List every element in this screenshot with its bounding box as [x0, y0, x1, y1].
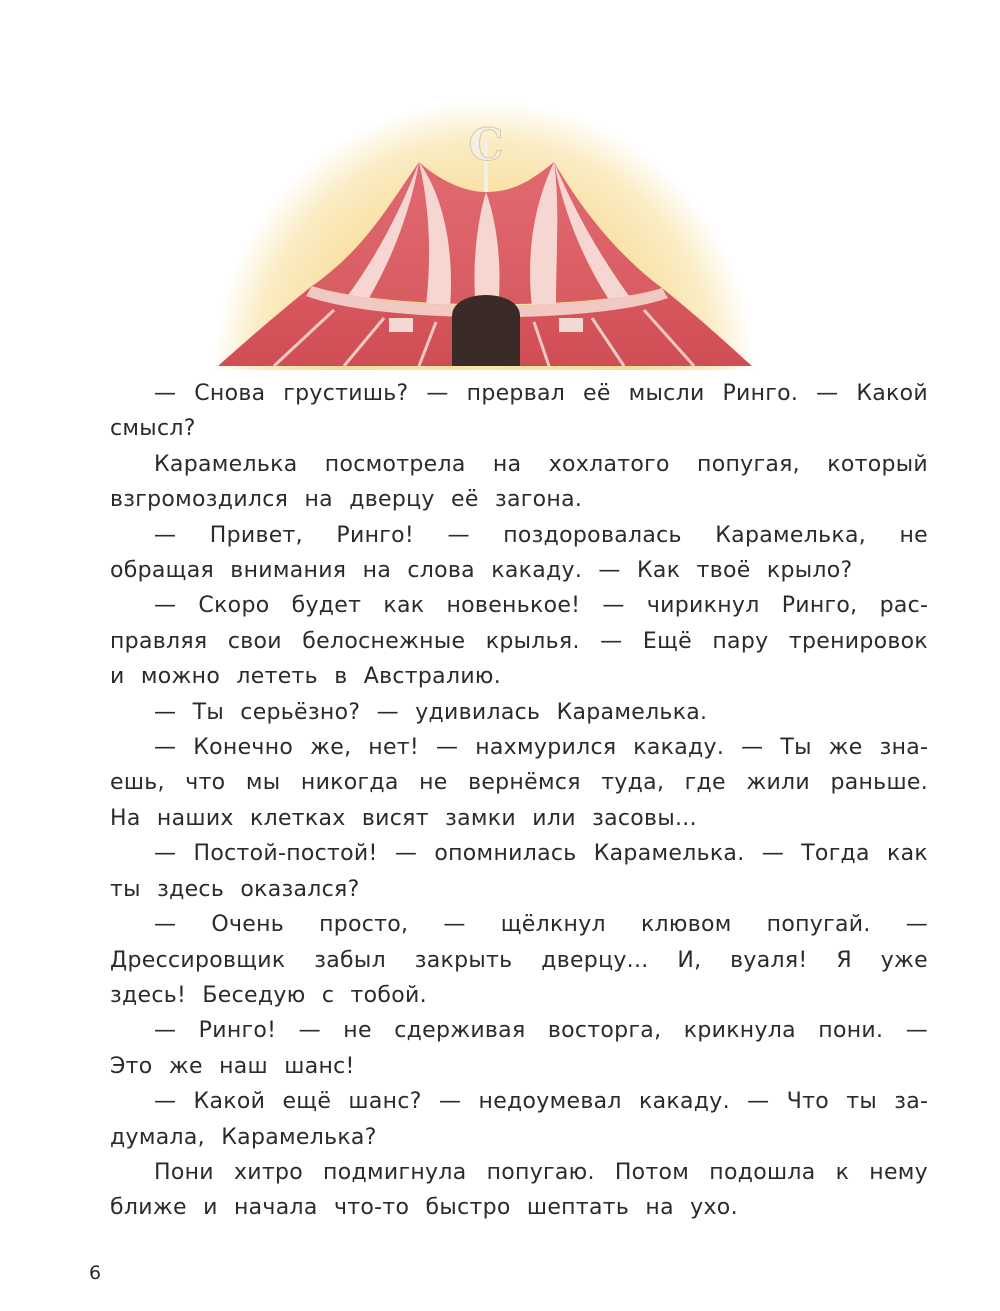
tent-entrance	[452, 295, 520, 366]
paragraph: — Привет, Ринго! — поздоровалась Карамелька, не обращая внимания на слова какаду. — Как твоё крыло?	[110, 522, 928, 584]
tent-window	[389, 318, 413, 332]
circus-tent-icon	[214, 20, 754, 370]
story-text	[110, 376, 928, 1226]
paragraph: — Очень просто, — щёлкнул клювом попугай. — Дрессировщик забыл закрыть дверцу... И, вуаля! Я уже здесь! Беседую с тобой.	[110, 912, 928, 1008]
circus-tent-illustration	[214, 20, 754, 370]
page-number: 6	[89, 1262, 102, 1284]
paragraph: — Снова грустишь? — прервал её мысли Ринго. — Какой смысл?	[110, 381, 928, 442]
paragraph: Пони хитро подмигнула попугаю. Потом подошла к нему ближе и начала что-то быстро шептать на ухо.	[110, 1159, 928, 1221]
paragraph: — Ринго! — не сдерживая восторга, крикнула пони. — Это же наш шанс!	[110, 1018, 928, 1079]
paragraph: Карамелька посмотрела на хохлатого попугая, который взгромоздился на дверцу её загона.	[110, 451, 928, 513]
flag-letter: C	[468, 120, 504, 171]
paragraph: — Какой ещё шанс? — недоумевал какаду. — Что ты задумала, Карамелька?	[110, 1089, 928, 1150]
tent-window	[559, 318, 583, 332]
paragraph: — Постой-постой! — опомнилась Карамелька. — Тогда как ты здесь оказался?	[110, 841, 928, 902]
paragraph: — Ты серьёзно? — удивилась Карамелька.	[154, 699, 708, 725]
paragraph: — Конечно же, нет! — нахмурился какаду. — Ты же знаешь, что мы никогда не вернёмся туда, где жили раньше. На наших клетках висят замки или засовы...	[110, 735, 928, 831]
paragraph: — Скоро будет как новенькое! — чирикнул Ринго, расправляя свои белоснежные крылья. — Ещё пару тренировок и можно лететь в Австралию.	[110, 593, 928, 690]
